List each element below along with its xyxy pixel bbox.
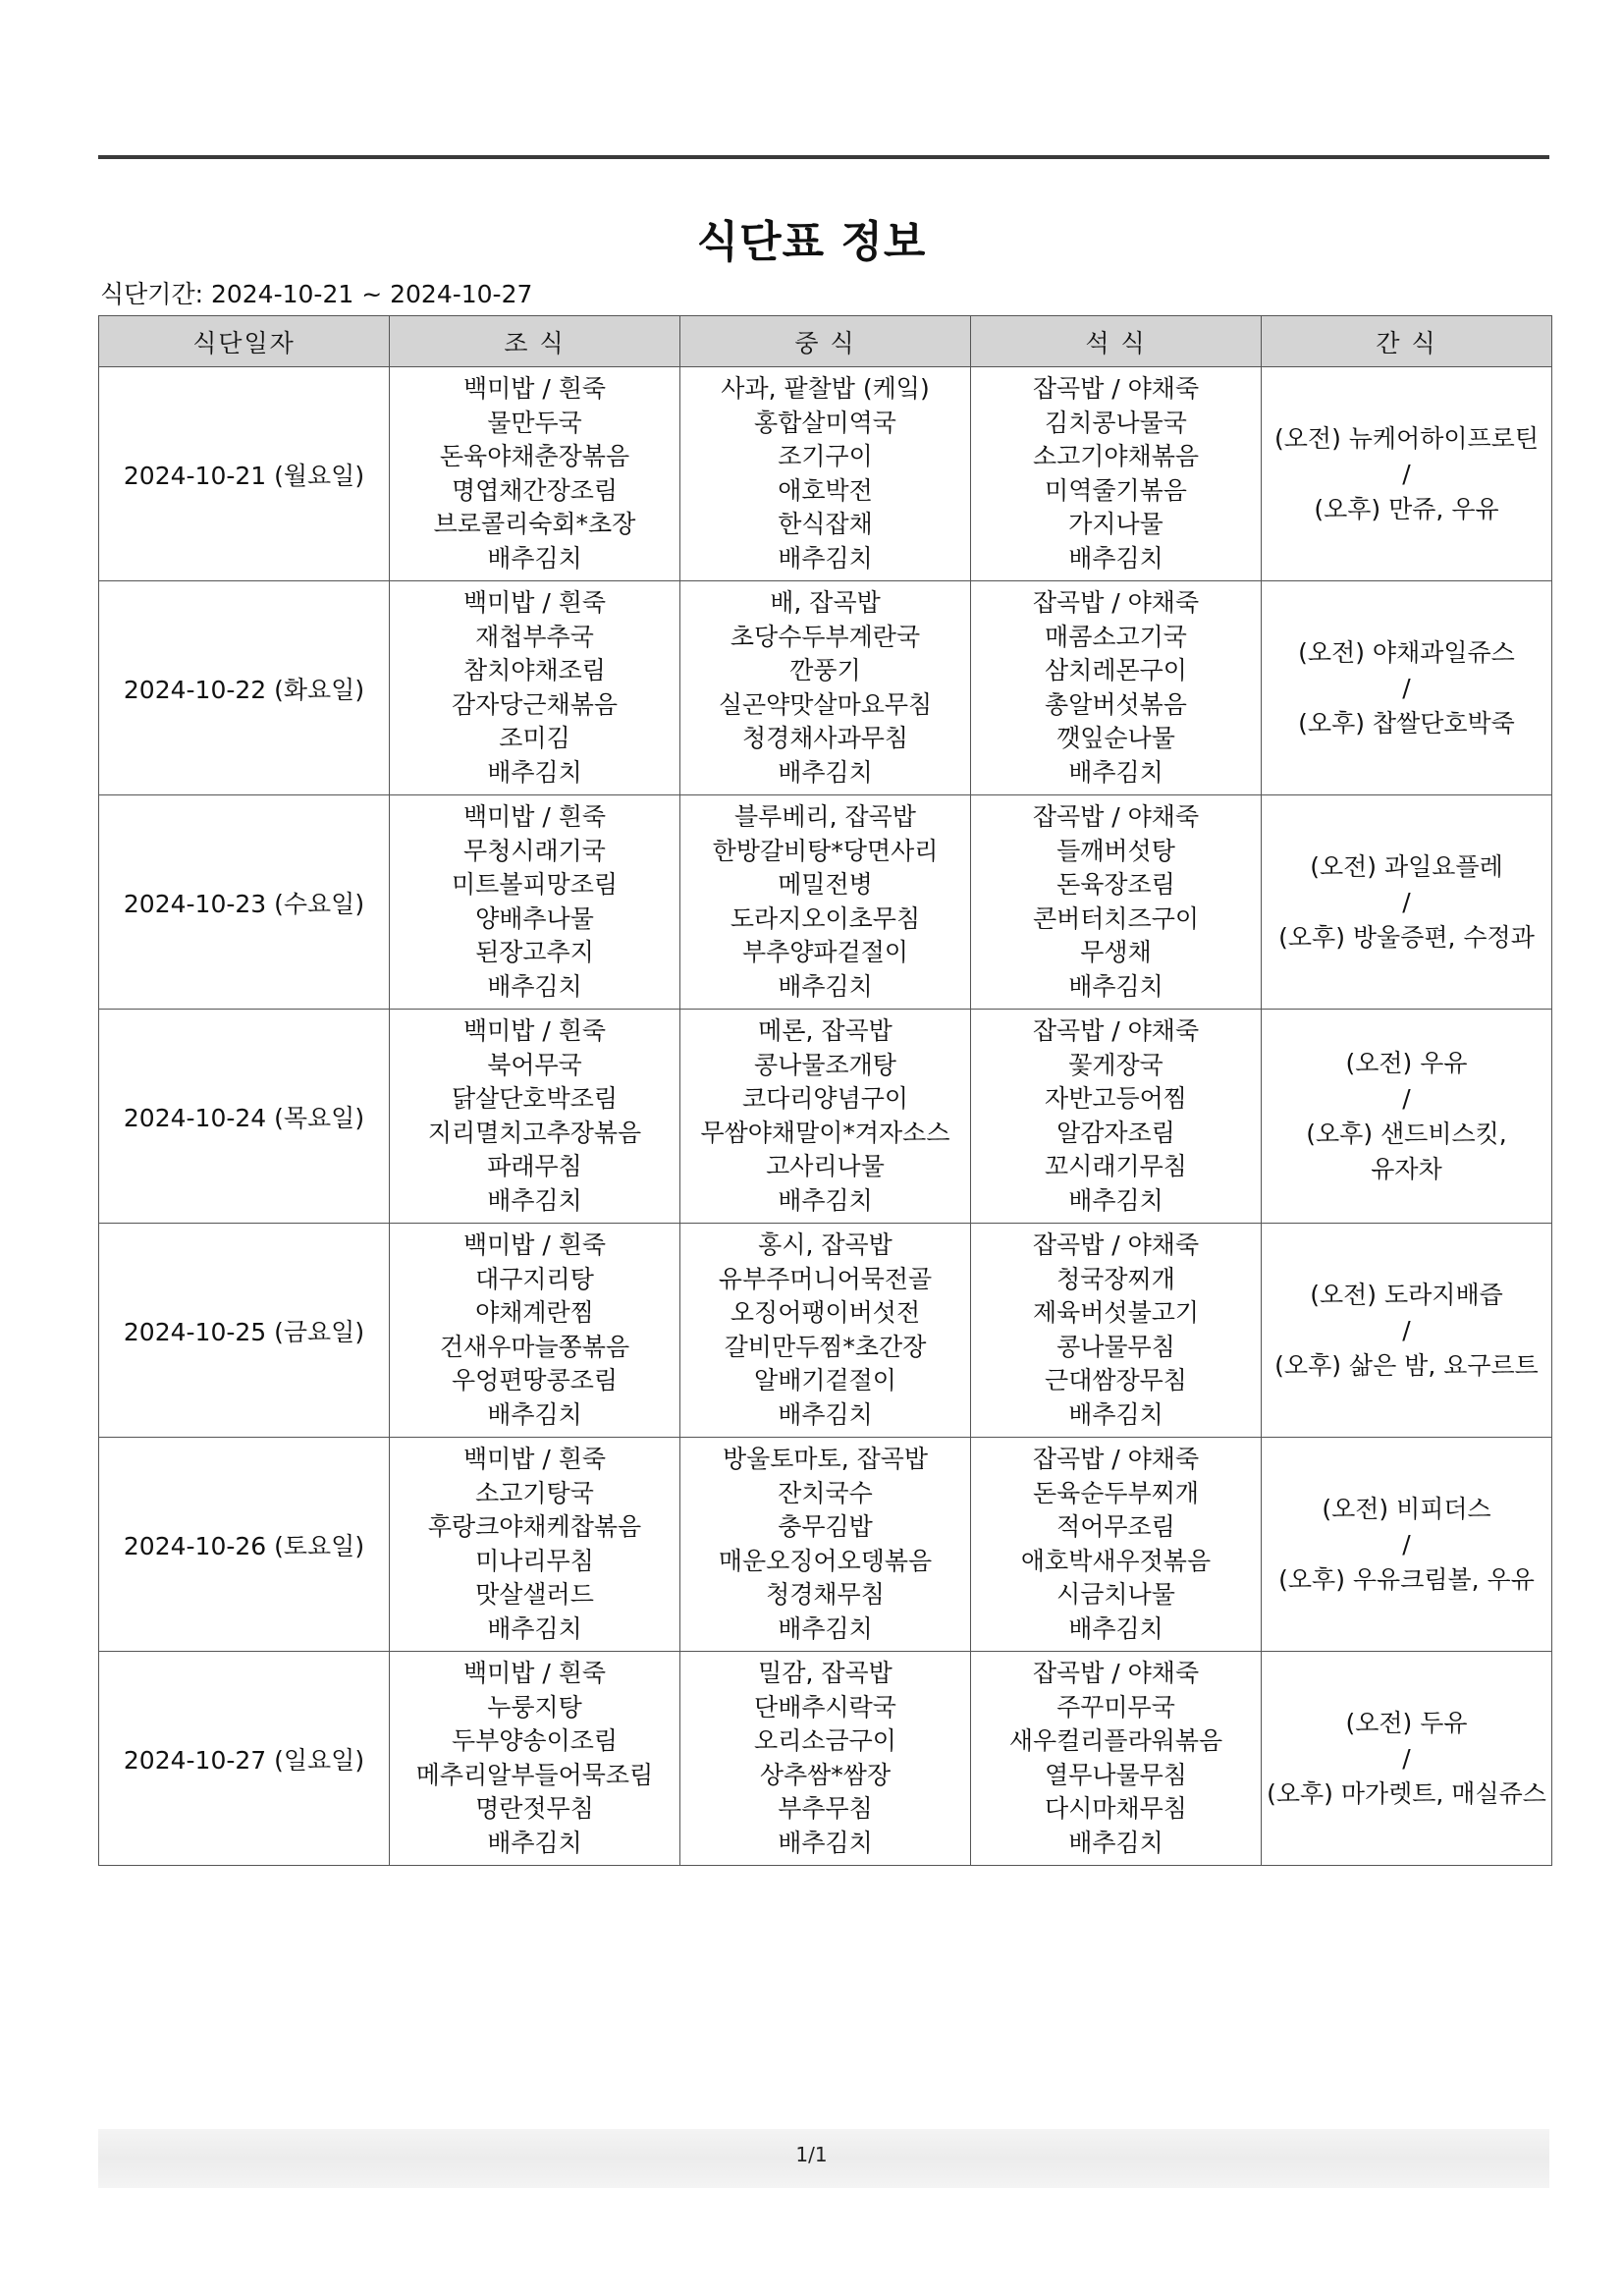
dish-item: 배추김치 <box>487 1185 582 1215</box>
dish-item: 콩나물무침 <box>1056 1332 1175 1361</box>
dinner-cell <box>971 1652 1262 1866</box>
meal-table <box>98 315 1552 1866</box>
snack-line: / <box>1402 1529 1411 1558</box>
snack-line: (오전) 뉴케어하이프로틴 <box>1274 423 1539 453</box>
lunch-cell <box>680 1224 971 1438</box>
table-row <box>99 367 1552 581</box>
dish-item: 명란젓무침 <box>475 1794 594 1823</box>
dish-item: 무청시래기국 <box>463 836 606 865</box>
dinner-cell <box>971 795 1262 1010</box>
breakfast-cell <box>390 1652 680 1866</box>
date-cell: 2024-10-21 (월요일) <box>99 367 390 581</box>
dish-item: 열무나물무침 <box>1045 1760 1187 1789</box>
breakfast-cell <box>390 581 680 795</box>
dish-item: 홍시, 잡곡밥 <box>758 1230 893 1259</box>
dish-item: 맛살샐러드 <box>475 1580 594 1609</box>
snack-cell <box>1262 581 1552 795</box>
dish-item: 한방갈비탕*당면사리 <box>712 836 939 865</box>
header-dinner: 석 식 <box>971 316 1262 367</box>
snack-line: / <box>1402 1315 1411 1344</box>
dish-item: 누룽지탕 <box>487 1692 582 1722</box>
dish-item: 잡곡밥 / 야채죽 <box>1032 1659 1200 1687</box>
dish-item: 양배추나물 <box>475 903 594 933</box>
dish-item: 가지나물 <box>1068 510 1163 538</box>
dish-item: 매운오징어오뎅볶음 <box>718 1546 933 1575</box>
meal-period: 식단기간: 2024-10-21 ~ 2024-10-27 <box>100 280 533 308</box>
dish-item: 제육버섯불고기 <box>1032 1298 1200 1327</box>
dish-item: 잡곡밥 / 야채죽 <box>1032 1230 1200 1259</box>
snack-line: (오전) 과일요플레 <box>1310 851 1503 881</box>
dish-item: 오징어팽이버섯전 <box>730 1298 921 1327</box>
dish-item: 배추김치 <box>1068 1185 1163 1215</box>
breakfast-cell <box>390 1224 680 1438</box>
dish-item: 배, 잡곡밥 <box>770 588 881 617</box>
dish-item: 근대쌈장무침 <box>1045 1366 1187 1394</box>
date-cell: 2024-10-26 (토요일) <box>99 1438 390 1652</box>
lunch-cell <box>680 1010 971 1224</box>
date-cell: 2024-10-25 (금요일) <box>99 1224 390 1438</box>
page-title: 식단표 정보 <box>696 217 927 267</box>
dish-item: 애호박전 <box>778 475 873 505</box>
table-header-row <box>99 316 1552 367</box>
dish-item: 콘버터치즈구이 <box>1032 903 1200 933</box>
dish-item: 다시마채무침 <box>1045 1794 1187 1823</box>
dish-item: 사과, 팥찰밥 (케잌) <box>721 374 930 403</box>
dish-item: 상추쌈*쌈장 <box>759 1760 892 1789</box>
dish-item: 청경채무침 <box>766 1580 885 1609</box>
top-rule <box>98 155 1549 159</box>
dish-item: 된장고추지 <box>475 938 594 966</box>
snack-cell <box>1262 1438 1552 1652</box>
dish-item: 방울토마토, 잡곡밥 <box>722 1445 929 1473</box>
dish-item: 배추김치 <box>487 543 582 573</box>
dish-item: 배추김치 <box>778 1613 873 1643</box>
dish-item: 충무김밥 <box>778 1512 873 1541</box>
dish-item: 꼬시래기무침 <box>1045 1152 1187 1180</box>
dish-item: 미역줄기볶음 <box>1045 475 1187 505</box>
dish-item: 들깨버섯탕 <box>1056 836 1175 865</box>
dish-item: 재첩부추국 <box>475 622 594 651</box>
snack-cell <box>1262 795 1552 1010</box>
snack-cell <box>1262 1652 1552 1866</box>
dish-item: 잡곡밥 / 야채죽 <box>1032 802 1200 831</box>
dish-item: 미트볼피망조림 <box>451 870 619 899</box>
dinner-cell <box>971 1438 1262 1652</box>
dish-item: 청경채사과무침 <box>741 724 909 752</box>
snack-line: (오후) 우유크림볼, 우유 <box>1278 1564 1535 1594</box>
dish-item: 지리멸치고추장볶음 <box>427 1118 642 1147</box>
snack-line: (오후) 방울증편, 수정과 <box>1278 922 1535 952</box>
dish-item: 배추김치 <box>1068 1399 1163 1429</box>
dish-item: 배추김치 <box>778 757 873 787</box>
dish-item: 우엉편땅콩조림 <box>451 1366 619 1394</box>
snack-line: / <box>1402 459 1411 488</box>
dish-item: 돈육순두부찌개 <box>1032 1478 1200 1507</box>
dish-item: 배추김치 <box>778 1399 873 1429</box>
dish-item: 대구지리탕 <box>475 1264 594 1293</box>
dinner-cell <box>971 581 1262 795</box>
dish-item: 홍합살미역국 <box>754 408 896 437</box>
header-lunch: 중 식 <box>680 316 971 367</box>
dish-item: 북어무국 <box>487 1050 582 1079</box>
dish-item: 오리소금구이 <box>754 1726 896 1755</box>
dish-item: 고사리나물 <box>766 1152 885 1180</box>
dish-item: 소고기야채볶음 <box>1032 442 1200 470</box>
dish-item: 메추리알부들어묵조림 <box>415 1760 654 1789</box>
header-snack: 간 식 <box>1262 316 1552 367</box>
snack-line: 유자차 <box>1371 1154 1442 1183</box>
dish-item: 잡곡밥 / 야채죽 <box>1032 1445 1200 1473</box>
dinner-cell <box>971 1224 1262 1438</box>
dish-item: 돈육장조림 <box>1056 870 1175 899</box>
dish-item: 김치콩나물국 <box>1045 408 1187 437</box>
dish-item: 실곤약맛살마요무침 <box>718 689 933 719</box>
dish-item: 무생채 <box>1080 938 1152 966</box>
dish-item: 배추김치 <box>778 1828 873 1857</box>
dish-item: 코다리양념구이 <box>741 1084 909 1113</box>
table-row <box>99 1010 1552 1224</box>
dish-item: 배추김치 <box>1068 971 1163 1001</box>
dinner-cell <box>971 367 1262 581</box>
dish-item: 백미밥 / 흰죽 <box>462 374 607 403</box>
dish-item: 두부양송이조림 <box>451 1726 619 1755</box>
dish-item: 소고기탕국 <box>475 1478 594 1507</box>
dish-item: 배추김치 <box>487 971 582 1001</box>
dish-item: 부추양파겉절이 <box>741 938 909 966</box>
table-row <box>99 1224 1552 1438</box>
dish-item: 적어무조림 <box>1056 1512 1175 1541</box>
snack-line: (오전) 우유 <box>1345 1048 1468 1077</box>
dish-item: 배추김치 <box>487 1828 582 1857</box>
breakfast-cell <box>390 795 680 1010</box>
dish-item: 조미김 <box>499 724 570 752</box>
breakfast-cell <box>390 367 680 581</box>
breakfast-cell <box>390 1010 680 1224</box>
dish-item: 메밀전병 <box>778 870 873 899</box>
dish-item: 물만두국 <box>487 408 582 437</box>
lunch-cell <box>680 367 971 581</box>
dish-item: 갈비만두찜*초간장 <box>724 1332 927 1361</box>
dish-item: 돈육야채춘장볶음 <box>439 442 630 470</box>
dish-item: 백미밥 / 흰죽 <box>462 588 607 617</box>
lunch-cell <box>680 1652 971 1866</box>
dish-item: 배추김치 <box>487 1399 582 1429</box>
date-cell: 2024-10-22 (화요일) <box>99 581 390 795</box>
breakfast-cell <box>390 1438 680 1652</box>
snack-line: (오후) 마가렛트, 매실쥬스 <box>1267 1778 1546 1808</box>
dish-item: 알배기겉절이 <box>754 1366 896 1394</box>
snack-line: (오후) 찹쌀단호박죽 <box>1298 708 1515 738</box>
page-number: 1/1 <box>795 2143 828 2166</box>
dish-item: 백미밥 / 흰죽 <box>462 1230 607 1259</box>
dish-item: 초당수두부계란국 <box>730 622 921 651</box>
snack-line: (오후) 샌드비스킷, <box>1306 1119 1507 1148</box>
dish-item: 밀감, 잡곡밥 <box>758 1659 893 1687</box>
dish-item: 배추김치 <box>487 757 582 787</box>
header-date: 식단일자 <box>99 316 390 367</box>
snack-cell <box>1262 1224 1552 1438</box>
dish-item: 무쌈야채말이*겨자소스 <box>700 1118 950 1147</box>
dish-item: 배추김치 <box>778 1185 873 1215</box>
dish-item: 삼치레몬구이 <box>1045 656 1187 684</box>
dish-item: 블루베리, 잡곡밥 <box>734 802 916 831</box>
snack-cell <box>1262 1010 1552 1224</box>
dish-item: 콩나물조개탕 <box>754 1050 896 1079</box>
table-row <box>99 581 1552 795</box>
snack-line: (오후) 삶은 밤, 요구르트 <box>1274 1350 1539 1380</box>
dish-item: 배추김치 <box>1068 543 1163 573</box>
dish-item: 꽃게장국 <box>1068 1050 1163 1079</box>
dish-item: 미나리무침 <box>475 1546 594 1575</box>
dish-item: 참치야채조림 <box>463 656 606 684</box>
snack-line: / <box>1402 1083 1411 1113</box>
dish-item: 매콤소고기국 <box>1045 622 1187 651</box>
dish-item: 명엽채간장조림 <box>451 475 619 505</box>
dish-item: 파래무침 <box>487 1152 582 1180</box>
dish-item: 새우컬리플라워볶음 <box>1008 1726 1223 1755</box>
dish-item: 백미밥 / 흰죽 <box>462 1445 607 1473</box>
lunch-cell <box>680 1438 971 1652</box>
dish-item: 알감자조림 <box>1056 1118 1175 1147</box>
lunch-cell <box>680 795 971 1010</box>
dish-item: 자반고등어찜 <box>1045 1084 1187 1113</box>
dish-item: 잔치국수 <box>778 1478 873 1507</box>
dish-item: 조기구이 <box>778 442 873 470</box>
dish-item: 깐풍기 <box>789 656 861 684</box>
dish-item: 감자당근채볶음 <box>451 689 619 719</box>
snack-cell <box>1262 367 1552 581</box>
dish-item: 야채계란찜 <box>475 1298 594 1327</box>
dish-item: 메론, 잡곡밥 <box>758 1016 893 1045</box>
snack-line: (오후) 만쥬, 우유 <box>1314 494 1499 523</box>
dish-item: 배추김치 <box>1068 757 1163 787</box>
dish-item: 깻잎순나물 <box>1056 724 1175 752</box>
date-cell: 2024-10-23 (수요일) <box>99 795 390 1010</box>
date-cell: 2024-10-27 (일요일) <box>99 1652 390 1866</box>
dish-item: 잡곡밥 / 야채죽 <box>1032 1016 1200 1045</box>
dish-item: 도라지오이초무침 <box>730 903 921 933</box>
dish-item: 배추김치 <box>1068 1613 1163 1643</box>
dish-item: 건새우마늘쫑볶음 <box>439 1332 630 1361</box>
date-cell: 2024-10-24 (목요일) <box>99 1010 390 1224</box>
dish-item: 애호박새우젓볶음 <box>1020 1546 1212 1575</box>
dish-item: 총알버섯볶음 <box>1045 689 1187 719</box>
dish-item: 백미밥 / 흰죽 <box>462 1659 607 1687</box>
dish-item: 시금치나물 <box>1056 1580 1175 1609</box>
snack-line: / <box>1402 1743 1411 1773</box>
snack-line: (오전) 두유 <box>1345 1708 1468 1737</box>
dish-item: 부추무침 <box>778 1794 873 1823</box>
dish-item: 단배추시락국 <box>754 1692 896 1722</box>
dish-item: 후랑크야채케찹볶음 <box>427 1512 642 1541</box>
snack-line: (오전) 도라지배즙 <box>1310 1280 1503 1309</box>
dish-item: 청국장찌개 <box>1056 1264 1175 1293</box>
snack-line: / <box>1402 887 1411 916</box>
meal-table-body <box>99 367 1552 1866</box>
table-row <box>99 795 1552 1010</box>
dish-item: 백미밥 / 흰죽 <box>462 1016 607 1045</box>
dish-item: 닭살단호박조림 <box>451 1084 619 1113</box>
dish-item: 배추김치 <box>487 1613 582 1643</box>
header-breakfast: 조 식 <box>390 316 680 367</box>
dinner-cell <box>971 1010 1262 1224</box>
dish-item: 잡곡밥 / 야채죽 <box>1032 374 1200 403</box>
dish-item: 잡곡밥 / 야채죽 <box>1032 588 1200 617</box>
dish-item: 배추김치 <box>778 543 873 573</box>
snack-line: / <box>1402 673 1411 702</box>
lunch-cell <box>680 581 971 795</box>
dish-item: 한식잡채 <box>778 510 873 538</box>
dish-item: 배추김치 <box>778 971 873 1001</box>
dish-item: 브로콜리숙회*초장 <box>433 510 636 538</box>
snack-line: (오전) 비피더스 <box>1322 1494 1491 1523</box>
table-row <box>99 1652 1552 1866</box>
snack-line: (오전) 야채과일쥬스 <box>1298 637 1515 667</box>
dish-item: 백미밥 / 흰죽 <box>462 802 607 831</box>
dish-item: 주꾸미무국 <box>1056 1692 1175 1722</box>
dish-item: 유부주머니어묵전골 <box>718 1264 933 1293</box>
dish-item: 배추김치 <box>1068 1828 1163 1857</box>
table-row <box>99 1438 1552 1652</box>
